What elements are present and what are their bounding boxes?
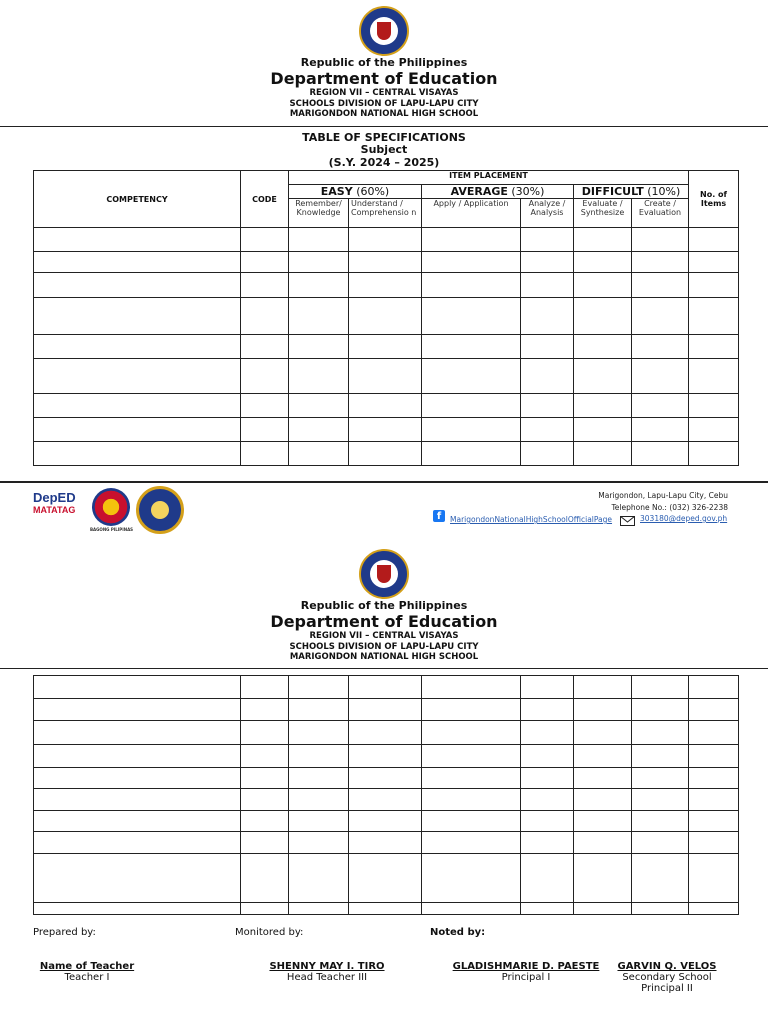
table-cell[interactable]	[349, 228, 422, 252]
table-cell[interactable]	[574, 298, 632, 335]
table-cell[interactable]	[422, 273, 521, 298]
table-cell[interactable]	[34, 335, 241, 359]
table-cell[interactable]	[349, 676, 422, 699]
table-cell[interactable]	[689, 721, 739, 745]
school-text-2: MARIGONDON NATIONAL HIGH SCHOOL	[289, 652, 479, 662]
department-title-2: Department of Education	[270, 612, 498, 631]
table-cell[interactable]	[689, 442, 739, 466]
table-cell[interactable]	[422, 854, 521, 903]
table-cell[interactable]	[289, 273, 349, 298]
division-text: SCHOOLS DIVISION OF LAPU-LAPU CITY	[289, 99, 479, 109]
table-cell[interactable]	[241, 394, 289, 418]
table-cell[interactable]	[241, 903, 289, 915]
email-icon	[620, 516, 635, 526]
table-cell[interactable]	[349, 394, 422, 418]
table-cell[interactable]	[689, 903, 739, 915]
table-cell[interactable]	[632, 335, 689, 359]
table-cell[interactable]	[632, 359, 689, 394]
create-subheader: Create / Evaluation	[632, 199, 689, 228]
no-items-header: No. of Items	[689, 171, 739, 228]
table-cell[interactable]	[422, 699, 521, 721]
address-text: Marigondon, Lapu-Lapu City, Cebu	[598, 491, 728, 500]
table-cell[interactable]	[632, 298, 689, 335]
email-link[interactable]: 303180@deped.gov.ph	[640, 514, 728, 523]
table-cell[interactable]	[574, 903, 632, 915]
table-cell[interactable]	[34, 252, 241, 273]
table-cell[interactable]	[689, 854, 739, 903]
table-row	[34, 335, 739, 359]
table-cell[interactable]	[689, 676, 739, 699]
table-cell[interactable]	[422, 768, 521, 789]
table-cell[interactable]	[422, 335, 521, 359]
table-cell[interactable]	[422, 721, 521, 745]
table-row	[34, 359, 739, 394]
bagong-pilipinas-text: BAGONG PILIPINAS	[90, 527, 134, 532]
deped-matatag-logo: DepED MATATAG	[33, 490, 76, 515]
school-text: MARIGONDON NATIONAL HIGH SCHOOL	[289, 109, 479, 119]
region-text-2: REGION VII – CENTRAL VISAYAS	[309, 631, 459, 641]
facebook-link[interactable]: MarigondonNationalHighSchoolOfficialPage	[450, 515, 613, 524]
table-row	[34, 768, 739, 789]
table-cell[interactable]	[34, 298, 241, 335]
table-cell[interactable]	[289, 418, 349, 442]
table-cell[interactable]	[574, 854, 632, 903]
school-logo	[136, 486, 184, 534]
header-divider-2	[0, 668, 768, 669]
table-cell[interactable]	[349, 298, 422, 335]
table-cell[interactable]	[574, 832, 632, 854]
table-cell[interactable]	[574, 359, 632, 394]
table-cell[interactable]	[574, 699, 632, 721]
table-row	[34, 273, 739, 298]
table-cell[interactable]	[521, 442, 574, 466]
table-cell[interactable]	[422, 359, 521, 394]
table-cell[interactable]	[422, 298, 521, 335]
table-cell[interactable]	[689, 811, 739, 832]
table-cell[interactable]	[574, 418, 632, 442]
table-cell[interactable]	[632, 699, 689, 721]
tos-table	[33, 170, 739, 466]
table-cell[interactable]	[349, 721, 422, 745]
table-cell[interactable]	[632, 745, 689, 768]
deped-seal-logo	[359, 6, 409, 56]
table-cell[interactable]	[349, 854, 422, 903]
table-cell[interactable]	[521, 676, 574, 699]
table-cell[interactable]	[34, 903, 241, 915]
table-cell[interactable]	[34, 768, 241, 789]
school-year: (S.Y. 2024 – 2025)	[328, 156, 440, 169]
table-cell[interactable]	[521, 252, 574, 273]
table-cell[interactable]	[632, 789, 689, 811]
table-cell[interactable]	[689, 359, 739, 394]
tos-title: TABLE OF SPECIFICATIONS	[302, 131, 466, 144]
table-cell[interactable]	[34, 359, 241, 394]
telephone-text: Telephone No.: (032) 326-2238	[611, 503, 728, 512]
table-cell[interactable]	[521, 273, 574, 298]
table-cell[interactable]	[574, 721, 632, 745]
table-cell[interactable]	[289, 811, 349, 832]
table-cell[interactable]	[289, 745, 349, 768]
table-cell[interactable]	[241, 676, 289, 699]
table-cell[interactable]	[574, 745, 632, 768]
table-cell[interactable]	[689, 418, 739, 442]
table-row	[34, 298, 739, 335]
table-cell[interactable]	[289, 854, 349, 903]
table-cell[interactable]	[241, 789, 289, 811]
table-cell[interactable]	[34, 854, 241, 903]
table-cell[interactable]	[574, 228, 632, 252]
table-cell[interactable]	[422, 745, 521, 768]
table-cell[interactable]	[34, 418, 241, 442]
table-cell[interactable]	[574, 273, 632, 298]
table-cell[interactable]	[349, 832, 422, 854]
noted-by-label: Noted by:	[430, 927, 486, 938]
table-cell[interactable]	[34, 811, 241, 832]
table-cell[interactable]	[34, 789, 241, 811]
table-cell[interactable]	[422, 442, 521, 466]
footer-divider	[0, 481, 768, 483]
table-row	[34, 789, 739, 811]
table-cell[interactable]	[289, 394, 349, 418]
understand-subheader: Understand / Comprehensio n	[349, 199, 422, 228]
table-cell[interactable]	[34, 745, 241, 768]
table-cell[interactable]	[241, 699, 289, 721]
table-cell[interactable]	[241, 252, 289, 273]
table-cell[interactable]	[574, 789, 632, 811]
table-cell[interactable]	[521, 298, 574, 335]
table-cell[interactable]	[632, 418, 689, 442]
difficult-header: DIFFICULT (10%)	[574, 185, 689, 199]
table-cell[interactable]	[241, 721, 289, 745]
table-cell[interactable]	[689, 699, 739, 721]
table-cell[interactable]	[34, 676, 241, 699]
table-cell[interactable]	[521, 903, 574, 915]
table-cell[interactable]	[241, 745, 289, 768]
table-row	[34, 394, 739, 418]
table-cell[interactable]	[289, 789, 349, 811]
monitored-by-label: Monitored by:	[235, 927, 304, 938]
table-cell[interactable]	[521, 418, 574, 442]
table-cell[interactable]	[349, 903, 422, 915]
table-cell[interactable]	[289, 228, 349, 252]
table-cell[interactable]	[574, 676, 632, 699]
table-cell[interactable]	[632, 676, 689, 699]
table-cell[interactable]	[349, 768, 422, 789]
table-cell[interactable]	[349, 359, 422, 394]
division-text-2: SCHOOLS DIVISION OF LAPU-LAPU CITY	[289, 642, 479, 652]
table-cell[interactable]	[422, 228, 521, 252]
table-cell[interactable]	[289, 903, 349, 915]
table-cell[interactable]	[241, 418, 289, 442]
table-cell[interactable]	[289, 335, 349, 359]
table-cell[interactable]	[241, 298, 289, 335]
table-cell[interactable]	[632, 832, 689, 854]
table-cell[interactable]	[349, 273, 422, 298]
table-cell[interactable]	[241, 335, 289, 359]
table-cell[interactable]	[422, 811, 521, 832]
table-cell[interactable]	[521, 228, 574, 252]
table-cell[interactable]	[521, 699, 574, 721]
table-cell[interactable]	[289, 676, 349, 699]
table-cell[interactable]	[632, 721, 689, 745]
code-header: CODE	[241, 171, 289, 228]
table-cell[interactable]	[521, 789, 574, 811]
table-cell[interactable]	[349, 745, 422, 768]
table-cell[interactable]	[521, 359, 574, 394]
table-cell[interactable]	[521, 745, 574, 768]
table-row	[34, 228, 739, 252]
table-cell[interactable]	[574, 394, 632, 418]
table-cell[interactable]	[241, 228, 289, 252]
teacher-signature: Name of Teacher Teacher I	[39, 961, 135, 983]
table-cell[interactable]	[632, 273, 689, 298]
item-placement-header: ITEM PLACEMENT	[289, 171, 689, 185]
table-cell[interactable]	[689, 745, 739, 768]
prepared-by-label: Prepared by:	[33, 927, 96, 938]
table-row	[34, 721, 739, 745]
bagong-pilipinas-logo	[92, 488, 130, 526]
department-title: Department of Education	[270, 69, 498, 88]
table-cell[interactable]	[241, 273, 289, 298]
table-cell[interactable]	[349, 811, 422, 832]
table-cell[interactable]	[521, 854, 574, 903]
table-cell[interactable]	[632, 811, 689, 832]
table-cell[interactable]	[289, 699, 349, 721]
table-row	[34, 699, 739, 721]
table-cell[interactable]	[689, 298, 739, 335]
table-cell[interactable]	[632, 394, 689, 418]
table-row	[34, 903, 739, 915]
table-cell[interactable]	[689, 228, 739, 252]
table-cell[interactable]	[422, 789, 521, 811]
table-cell[interactable]	[632, 252, 689, 273]
table-cell[interactable]	[689, 832, 739, 854]
tos-table-continued	[33, 675, 739, 915]
table-row	[34, 854, 739, 903]
facebook-icon: f	[433, 510, 445, 522]
table-cell[interactable]	[689, 394, 739, 418]
table-cell[interactable]	[632, 854, 689, 903]
table-cell[interactable]	[34, 699, 241, 721]
table-row	[34, 418, 739, 442]
evaluate-subheader: Evaluate / Synthesize	[574, 199, 632, 228]
deped-seal-logo-2	[359, 549, 409, 599]
secondary-principal-signature: GARVIN Q. VELOS Secondary School Principal II	[617, 961, 717, 994]
table-cell[interactable]	[34, 442, 241, 466]
table-cell[interactable]	[241, 768, 289, 789]
table-cell[interactable]	[241, 442, 289, 466]
table-row	[34, 745, 739, 768]
table-cell[interactable]	[521, 721, 574, 745]
table-cell[interactable]	[34, 832, 241, 854]
table-cell[interactable]	[632, 768, 689, 789]
table-cell[interactable]	[241, 811, 289, 832]
table-cell[interactable]	[289, 252, 349, 273]
easy-header: EASY (60%)	[289, 185, 422, 199]
table-cell[interactable]	[521, 394, 574, 418]
table-cell[interactable]	[422, 832, 521, 854]
table-cell[interactable]	[632, 228, 689, 252]
table-cell[interactable]	[632, 903, 689, 915]
table-cell[interactable]	[289, 832, 349, 854]
head-teacher-signature: SHENNY MAY I. TIRO Head Teacher III	[269, 961, 385, 983]
table-cell[interactable]	[689, 789, 739, 811]
table-cell[interactable]	[689, 335, 739, 359]
table-cell[interactable]	[574, 442, 632, 466]
table-cell[interactable]	[349, 699, 422, 721]
principal-signature: GLADISHMARIE D. PAESTE Principal I	[452, 961, 600, 983]
table-cell[interactable]	[289, 359, 349, 394]
competency-header: COMPETENCY	[34, 171, 241, 228]
table-cell[interactable]	[689, 768, 739, 789]
table-cell[interactable]	[521, 832, 574, 854]
republic-text-2: Republic of the Philippines	[300, 599, 468, 612]
table-cell[interactable]	[349, 442, 422, 466]
table-cell[interactable]	[422, 418, 521, 442]
table-cell[interactable]	[422, 252, 521, 273]
table-cell[interactable]	[34, 273, 241, 298]
apply-subheader: Apply / Application	[422, 199, 521, 228]
table-cell[interactable]	[289, 298, 349, 335]
table-cell[interactable]	[349, 252, 422, 273]
average-header: AVERAGE (30%)	[422, 185, 574, 199]
table-cell[interactable]	[422, 676, 521, 699]
table-cell[interactable]	[574, 335, 632, 359]
header-divider	[0, 126, 768, 127]
table-row	[34, 676, 739, 699]
table-cell[interactable]	[289, 721, 349, 745]
table-cell[interactable]	[34, 721, 241, 745]
subject-label: Subject	[360, 143, 408, 156]
table-row	[34, 832, 739, 854]
table-cell[interactable]	[349, 418, 422, 442]
table-cell[interactable]	[632, 442, 689, 466]
remember-subheader: Remember/ Knowledge	[289, 199, 349, 228]
table-cell[interactable]	[574, 811, 632, 832]
table-cell[interactable]	[689, 273, 739, 298]
table-cell[interactable]	[349, 789, 422, 811]
table-row	[34, 442, 739, 466]
analyze-subheader: Analyze / Analysis	[521, 199, 574, 228]
table-cell[interactable]	[241, 832, 289, 854]
table-cell[interactable]	[521, 335, 574, 359]
table-row	[34, 252, 739, 273]
table-cell[interactable]	[574, 768, 632, 789]
table-cell[interactable]	[422, 903, 521, 915]
table-row	[34, 811, 739, 832]
table-cell[interactable]	[521, 811, 574, 832]
table-cell[interactable]	[574, 252, 632, 273]
region-text: REGION VII – CENTRAL VISAYAS	[309, 88, 459, 98]
table-cell[interactable]	[289, 768, 349, 789]
table-cell[interactable]	[241, 359, 289, 394]
table-cell[interactable]	[34, 394, 241, 418]
table-cell[interactable]	[689, 252, 739, 273]
table-cell[interactable]	[34, 228, 241, 252]
republic-text: Republic of the Philippines	[300, 56, 468, 69]
table-cell[interactable]	[521, 768, 574, 789]
table-cell[interactable]	[349, 335, 422, 359]
table-cell[interactable]	[241, 854, 289, 903]
table-cell[interactable]	[289, 442, 349, 466]
table-cell[interactable]	[422, 394, 521, 418]
